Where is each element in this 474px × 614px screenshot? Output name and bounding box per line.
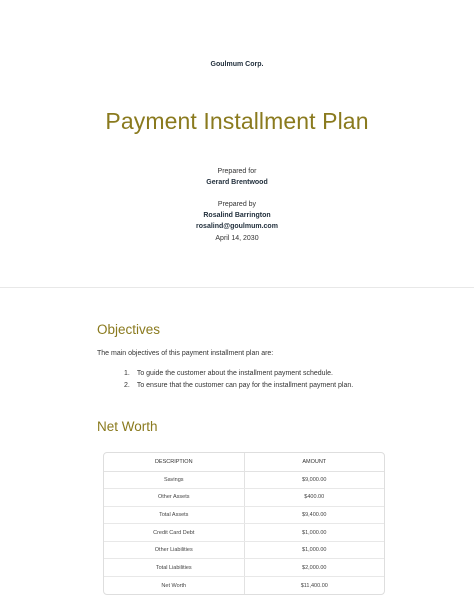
column-header-description: DESCRIPTION xyxy=(104,453,244,471)
objectives-heading: Objectives xyxy=(97,322,161,337)
row-description: Total Liabilities xyxy=(104,559,244,577)
table-row xyxy=(104,559,384,577)
row-amount: $11,400.00 xyxy=(300,582,328,589)
row-amount: $9,000.00 xyxy=(244,471,384,489)
table-row xyxy=(104,577,384,595)
row-amount: $1,000.00 xyxy=(244,541,384,559)
prepared-by-name: Rosalind Barrington xyxy=(203,212,271,219)
page-separator xyxy=(0,287,474,288)
row-description: Other Assets xyxy=(104,489,244,507)
list-number: 2. xyxy=(124,382,130,389)
prepared-for-label: Prepared for xyxy=(217,168,257,175)
table-row xyxy=(104,489,384,507)
table-row xyxy=(104,524,384,542)
prepared-for-name: Gerard Brentwood xyxy=(206,179,268,186)
company-name: Goulmum Corp. xyxy=(210,61,264,68)
objectives-list xyxy=(124,368,353,392)
row-amount: $2,000.00 xyxy=(244,559,384,577)
row-description: Savings xyxy=(104,471,244,489)
row-amount: $9,400.00 xyxy=(244,506,384,524)
row-description: Net Worth xyxy=(104,577,244,595)
table-row xyxy=(104,506,384,524)
row-amount: $1,000.00 xyxy=(244,524,384,542)
list-text: To ensure that the customer can pay for the installment payment plan. xyxy=(136,382,354,389)
document-title: Payment Installment Plan xyxy=(105,108,369,134)
document-date: April 14, 2030 xyxy=(215,235,259,242)
column-header-amount: AMOUNT xyxy=(244,453,384,471)
table-row xyxy=(104,541,384,559)
net-worth-heading: Net Worth xyxy=(97,419,158,434)
table-header-row xyxy=(104,453,384,471)
list-item xyxy=(124,380,353,392)
list-number: 1. xyxy=(124,370,130,377)
list-item xyxy=(124,368,353,380)
list-text: To guide the customer about the installment payment schedule. xyxy=(136,370,333,377)
author-email: rosalind@goulmum.com xyxy=(196,223,278,230)
table-row xyxy=(104,471,384,489)
cover-page xyxy=(0,0,474,288)
row-description: Other Liabilities xyxy=(104,541,244,559)
objectives-intro: The main objectives of this payment installment plan are: xyxy=(97,350,274,357)
row-description: Total Assets xyxy=(104,506,244,524)
net-worth-table xyxy=(103,452,385,595)
row-description: Credit Card Debt xyxy=(104,524,244,542)
row-amount: $400.00 xyxy=(244,489,384,507)
prepared-by-label: Prepared by xyxy=(217,201,257,208)
